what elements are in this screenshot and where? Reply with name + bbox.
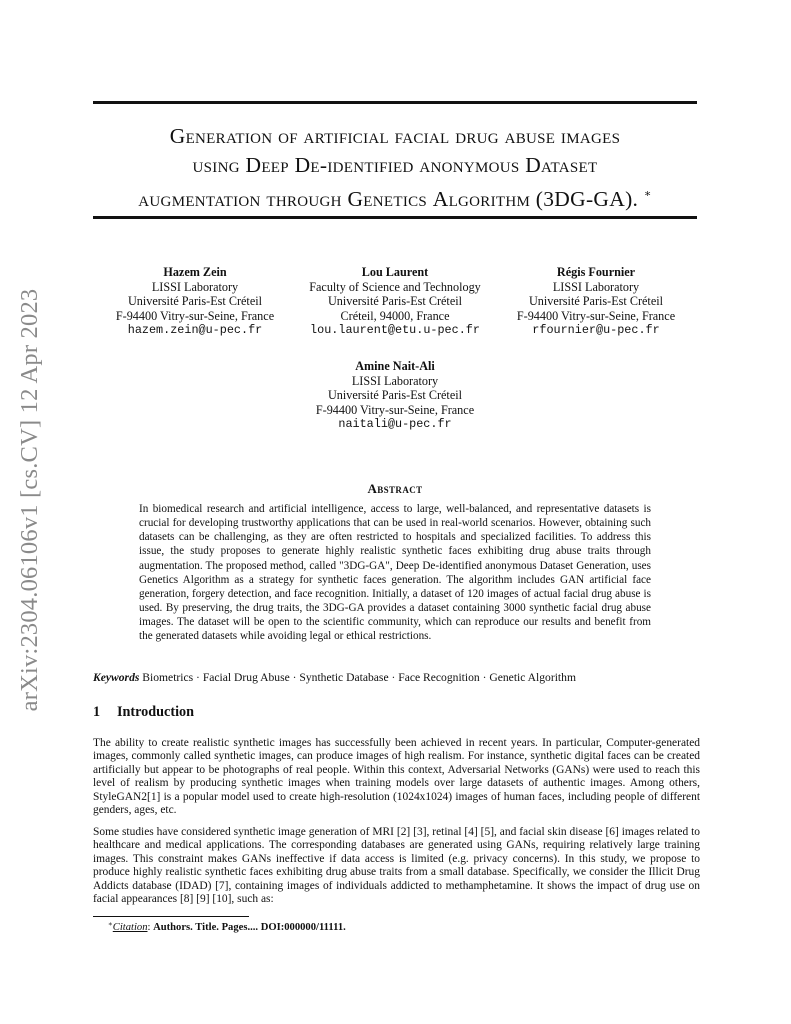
author-name: Amine Nait-Ali [355,359,435,373]
author-name: Hazem Zein [163,265,227,279]
author-address: F-94400 Vitry-sur-Seine, France [115,308,275,323]
author-block [295,265,495,338]
body-paragraph: The ability to create realistic synthetic images has successfully been achieved in recent years. In particular, Computer-generated images, commonly called synthetic images, can produce images of high realism. For instance, synthetic digital faces can be created artificially but appear to be photographs of real people. Within this context, Adversarial Networks (GANs) were used to reach this level of realism by producing synthetic images when training models over large datasets of authentic images. Among others, StyleGAN2[1] is a popular model used to create high-resolution (1024x1024) images of human faces, including people of different genders, ages, etc. [93,737,700,817]
abstract-text: In biomedical research and artificial intelligence, access to large, well-balanced, and representative datasets is crucial for developing trustworthy applications that can be used in real-world scenarios. However, obtaining such datasets can be challenging, as they are often restricted to hospitals and specialized facilities. To address this issue, the study proposes to generate highly realistic synthetic faces exhibiting drug abuse traits through augmentation. The proposed method, called "3DG-GA", Deep De-identified anonymous Dataset Generation, uses Genetics Algorithm as a strategy for synthetic faces generation. The algorithm includes GAN artificial face generation, forgery detection, and face recognition. Initially, a dataset of 120 images of actual facial drug abuse is used. By preserving, the drug traits, the 3DG-GA provides a dataset containing 3000 synthetic facial drug abuse images. The dataset will be open to the scientific community, which can reproduce our results and benefit from the generated datasets while avoiding legal or ethical restrictions. [139,503,651,643]
paper-title [93,122,697,214]
body-paragraph: Some studies have considered synthetic image generation of MRI [2] [3], retinal [4] [5], and facial skin disease [6] images related to healthcare and medical applications. The corresponding databases are generated using GANs, requiring relatively large training images. This constraint makes GANs ineffective if data access is limited (e.g. privacy concerns). In this study, we propose to produce highly realistic synthetic faces exhibiting drug abuse traits from a small database. Specifically, we consider the Illicit Drug Addicts database (IDAD) [7], containing images of individuals addicted to methamphetamine. It shows the impact of drug use on facial appearances [8] [9] [10], such as: [93,826,700,906]
title-line-3: augmentation through Genetics Algorithm (3DG-GA). ∗ [138,187,652,211]
title-line-1: Generation of artificial facial drug abuse images [169,124,621,148]
bottom-rule [93,216,697,219]
author-affiliation: Université Paris-Est Créteil [327,388,463,402]
arxiv-side-stamp [10,270,50,730]
author-email[interactable]: rfournier@u-pec.fr [532,323,660,337]
section-title: Introduction [117,704,194,720]
author-address: F-94400 Vitry-sur-Seine, France [516,308,676,323]
top-rule [93,101,697,104]
author-name: Régis Fournier [556,265,636,279]
title-line-2: using Deep De-identified anonymous Dataset [192,153,598,177]
footnote-rule [93,916,249,917]
footnote-mark: ∗ [108,920,113,928]
footnote-separator: : [147,922,154,933]
arxiv-identifier[interactable]: arXiv:2304.06106v1 [cs.CV] 12 Apr 2023 [16,288,43,712]
author-affiliation: Université Paris-Est Créteil [528,294,664,308]
author-block [295,359,495,432]
author-email[interactable]: naitali@u-pec.fr [338,417,452,431]
author-email[interactable]: hazem.zein@u-pec.fr [127,323,263,337]
author-affiliation: Université Paris-Est Créteil [327,294,463,308]
author-block [95,265,295,338]
footnote [108,920,346,933]
section-heading [93,704,194,721]
author-email[interactable]: lou.laurent@etu.u-pec.fr [310,323,480,337]
footnote-text: Authors. Title. Pages.... DOI:000000/11111. [153,922,346,933]
author-address: Créteil, 94000, France [340,308,450,323]
author-affiliation: LISSI Laboratory [151,279,239,294]
author-affiliation: Faculty of Science and Technology [309,279,481,294]
section-number: 1 [93,704,101,720]
keywords-line [93,671,697,684]
author-address: F-94400 Vitry-sur-Seine, France [315,402,475,417]
title-footnote-mark: ∗ [643,188,652,200]
citation-link[interactable]: Citation [112,922,148,933]
author-name: Lou Laurent [361,265,429,279]
author-affiliation: LISSI Laboratory [552,279,640,294]
author-affiliation: LISSI Laboratory [351,373,439,388]
keywords-label: Keywords [93,671,140,684]
author-affiliation: Université Paris-Est Créteil [127,294,263,308]
keywords-text: Biometrics · Facial Drug Abuse · Synthetic Database · Face Recognition · Genetic Algorithm [142,671,576,684]
author-block [496,265,696,338]
abstract-heading: Abstract [367,481,423,496]
